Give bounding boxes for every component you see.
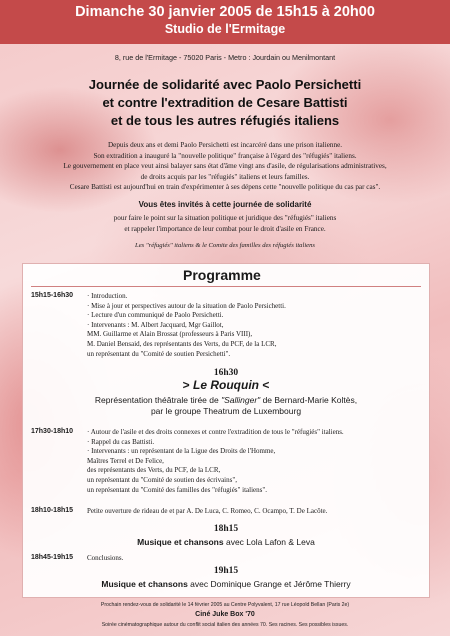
play-title <box>23 378 429 392</box>
slot-line: un représentant du "Comité de soutien des écrivains", <box>87 475 237 484</box>
venue-address: 8, rue de l'Ermitage - 75020 Paris - Metro : Jourdain ou Menilmontant <box>114 53 336 62</box>
intro-line: Le gouvernement en place veut ainsi balayer sans état d'âme vingt ans d'asile, de régularisations administratives, <box>63 162 387 170</box>
event-date: Dimanche 30 janvier 2005 de 15h15 à 20h00 <box>75 4 375 20</box>
invite-text <box>0 213 450 234</box>
footer-event-name: Ciné Juke Box '70 <box>195 611 255 618</box>
music-performers: avec Lola Lafon & Leva <box>223 537 315 547</box>
slot-line: Petite ouverture de rideau de et par A. De Luca, C. Romeo, C. Ocampo, T. De Lacôte. <box>87 507 328 515</box>
play-time: 16h30 <box>213 368 239 378</box>
slot-time: 18h10-18h15 <box>31 507 74 514</box>
title-line: et de tous les autres réfugiés italiens <box>110 113 340 128</box>
play-title-text: Le Rouquin <box>193 378 259 392</box>
slot-line: · Intervenants : M. Albert Jacquard, Mgr Gaillot, <box>87 320 224 329</box>
play-desc-post: de Bernard-Marie Koltès, <box>260 395 358 405</box>
play-desc-line2: par le groupe Theatrum de Luxembourg <box>150 406 302 416</box>
slot-line: · Lecture d'un communiqué de Paolo Persichetti. <box>87 311 224 320</box>
music-label: Musique et chansons <box>101 579 188 589</box>
music-line <box>23 537 429 547</box>
venue-name: Studio de l'Ermitage <box>164 22 286 36</box>
slot-time: 18h45-19h15 <box>31 554 74 561</box>
slot-line: MM. Guillarme et Alain Brossat (professeurs à Paris VIII), <box>87 330 253 339</box>
play-desc-pre: Représentation théâtrale tirée de <box>94 395 222 405</box>
slot-line: · Autour de l'asile et des droits connexes et contre l'extradition de tous le "réfugiés" italiens. <box>87 428 344 436</box>
slot-details <box>87 554 123 564</box>
slot-details <box>87 507 327 517</box>
footer-next-event: Prochain rendez-vous de solidarité le 14 février 2005 au Centre Polyvalent, 17 rue Léopold Bellan (Paris 2e) <box>100 602 350 608</box>
slot-line: · Introduction. <box>87 292 128 300</box>
invite-line: et rappeler l'importance de leur combat pour le droit d'asile en France. <box>124 224 326 233</box>
music-time: 19h15 <box>213 566 239 576</box>
invite-heading: Vous êtes invités à cette journée de solidarité <box>138 200 312 209</box>
slot-line: M. Daniel Bensaid, des représentants des Verts, du PCF, de la LCR, <box>87 339 277 348</box>
event-title <box>0 76 450 130</box>
slot-details <box>87 428 344 495</box>
slot-line: des représentants des Verts, du PCF, de la LCR, <box>87 466 221 475</box>
program-title: Programme <box>183 267 261 283</box>
intro-line: Son extradition a inauguré la "nouvelle politique" française à l'égard des "réfugiés" italiens. <box>93 151 357 160</box>
music-performers: avec Dominique Grange et Jérôme Thierry <box>187 579 351 589</box>
footer-description: Soirée cinématographique autour du conflit social italien des années 70. Ses racines. Ses possibles issues. <box>101 622 349 628</box>
title-line: Journée de solidarité avec Paolo Persichetti <box>88 77 362 92</box>
music-label: Musique et chansons <box>137 537 224 547</box>
play-description <box>23 395 429 417</box>
program-divider <box>31 286 421 287</box>
slot-line: · Rappel du cas Battisti. <box>87 437 155 446</box>
program-box <box>22 263 430 598</box>
slot-line: Maîtres Terrel et De Felice, <box>87 456 164 465</box>
invite-line: pour faire le point sur la situation politique et juridique des "réfugiés" italiens <box>113 214 337 222</box>
intro-line: de droits acquis par les "réfugiés" italiens et leurs familles. <box>140 172 310 181</box>
slot-line: Conclusions. <box>87 554 124 562</box>
play-title-open: > <box>182 378 190 392</box>
slot-time: 17h30-18h10 <box>31 428 74 435</box>
intro-line: Depuis deux ans et demi Paolo Persichetti est incarcéré dans une prison italienne. <box>107 141 343 149</box>
title-line: et contre l'extradition de Cesare Battisti <box>102 95 348 110</box>
slot-time: 15h15-16h30 <box>31 292 74 299</box>
music-time: 18h15 <box>213 524 239 534</box>
play-work: "Sallinger" <box>221 395 261 405</box>
organizers: Les "réfugiés" italiens & le Comite des familles des réfugiés italiens <box>135 242 315 249</box>
slot-line: · Intervenants : un représentant de la Ligue des Droits de l'Homme, <box>87 447 276 456</box>
music-line <box>23 579 429 589</box>
slot-line: un représentant du "Comité des familles des "réfugiés" italiens". <box>87 485 267 494</box>
slot-details <box>87 292 286 359</box>
slot-line: un représentant du "Comité de soutien Persichetti". <box>87 349 231 358</box>
slot-line: · Mise à jour et perspectives autour de la situation de Paolo Persichetti. <box>87 301 286 310</box>
intro-line: Cesare Battisti est aujourd'hui en train d'expérimenter à ses dépens cette "nouvelle politique du cas par cas". <box>69 183 381 191</box>
play-title-close: < <box>262 378 270 392</box>
intro-text <box>0 140 450 193</box>
